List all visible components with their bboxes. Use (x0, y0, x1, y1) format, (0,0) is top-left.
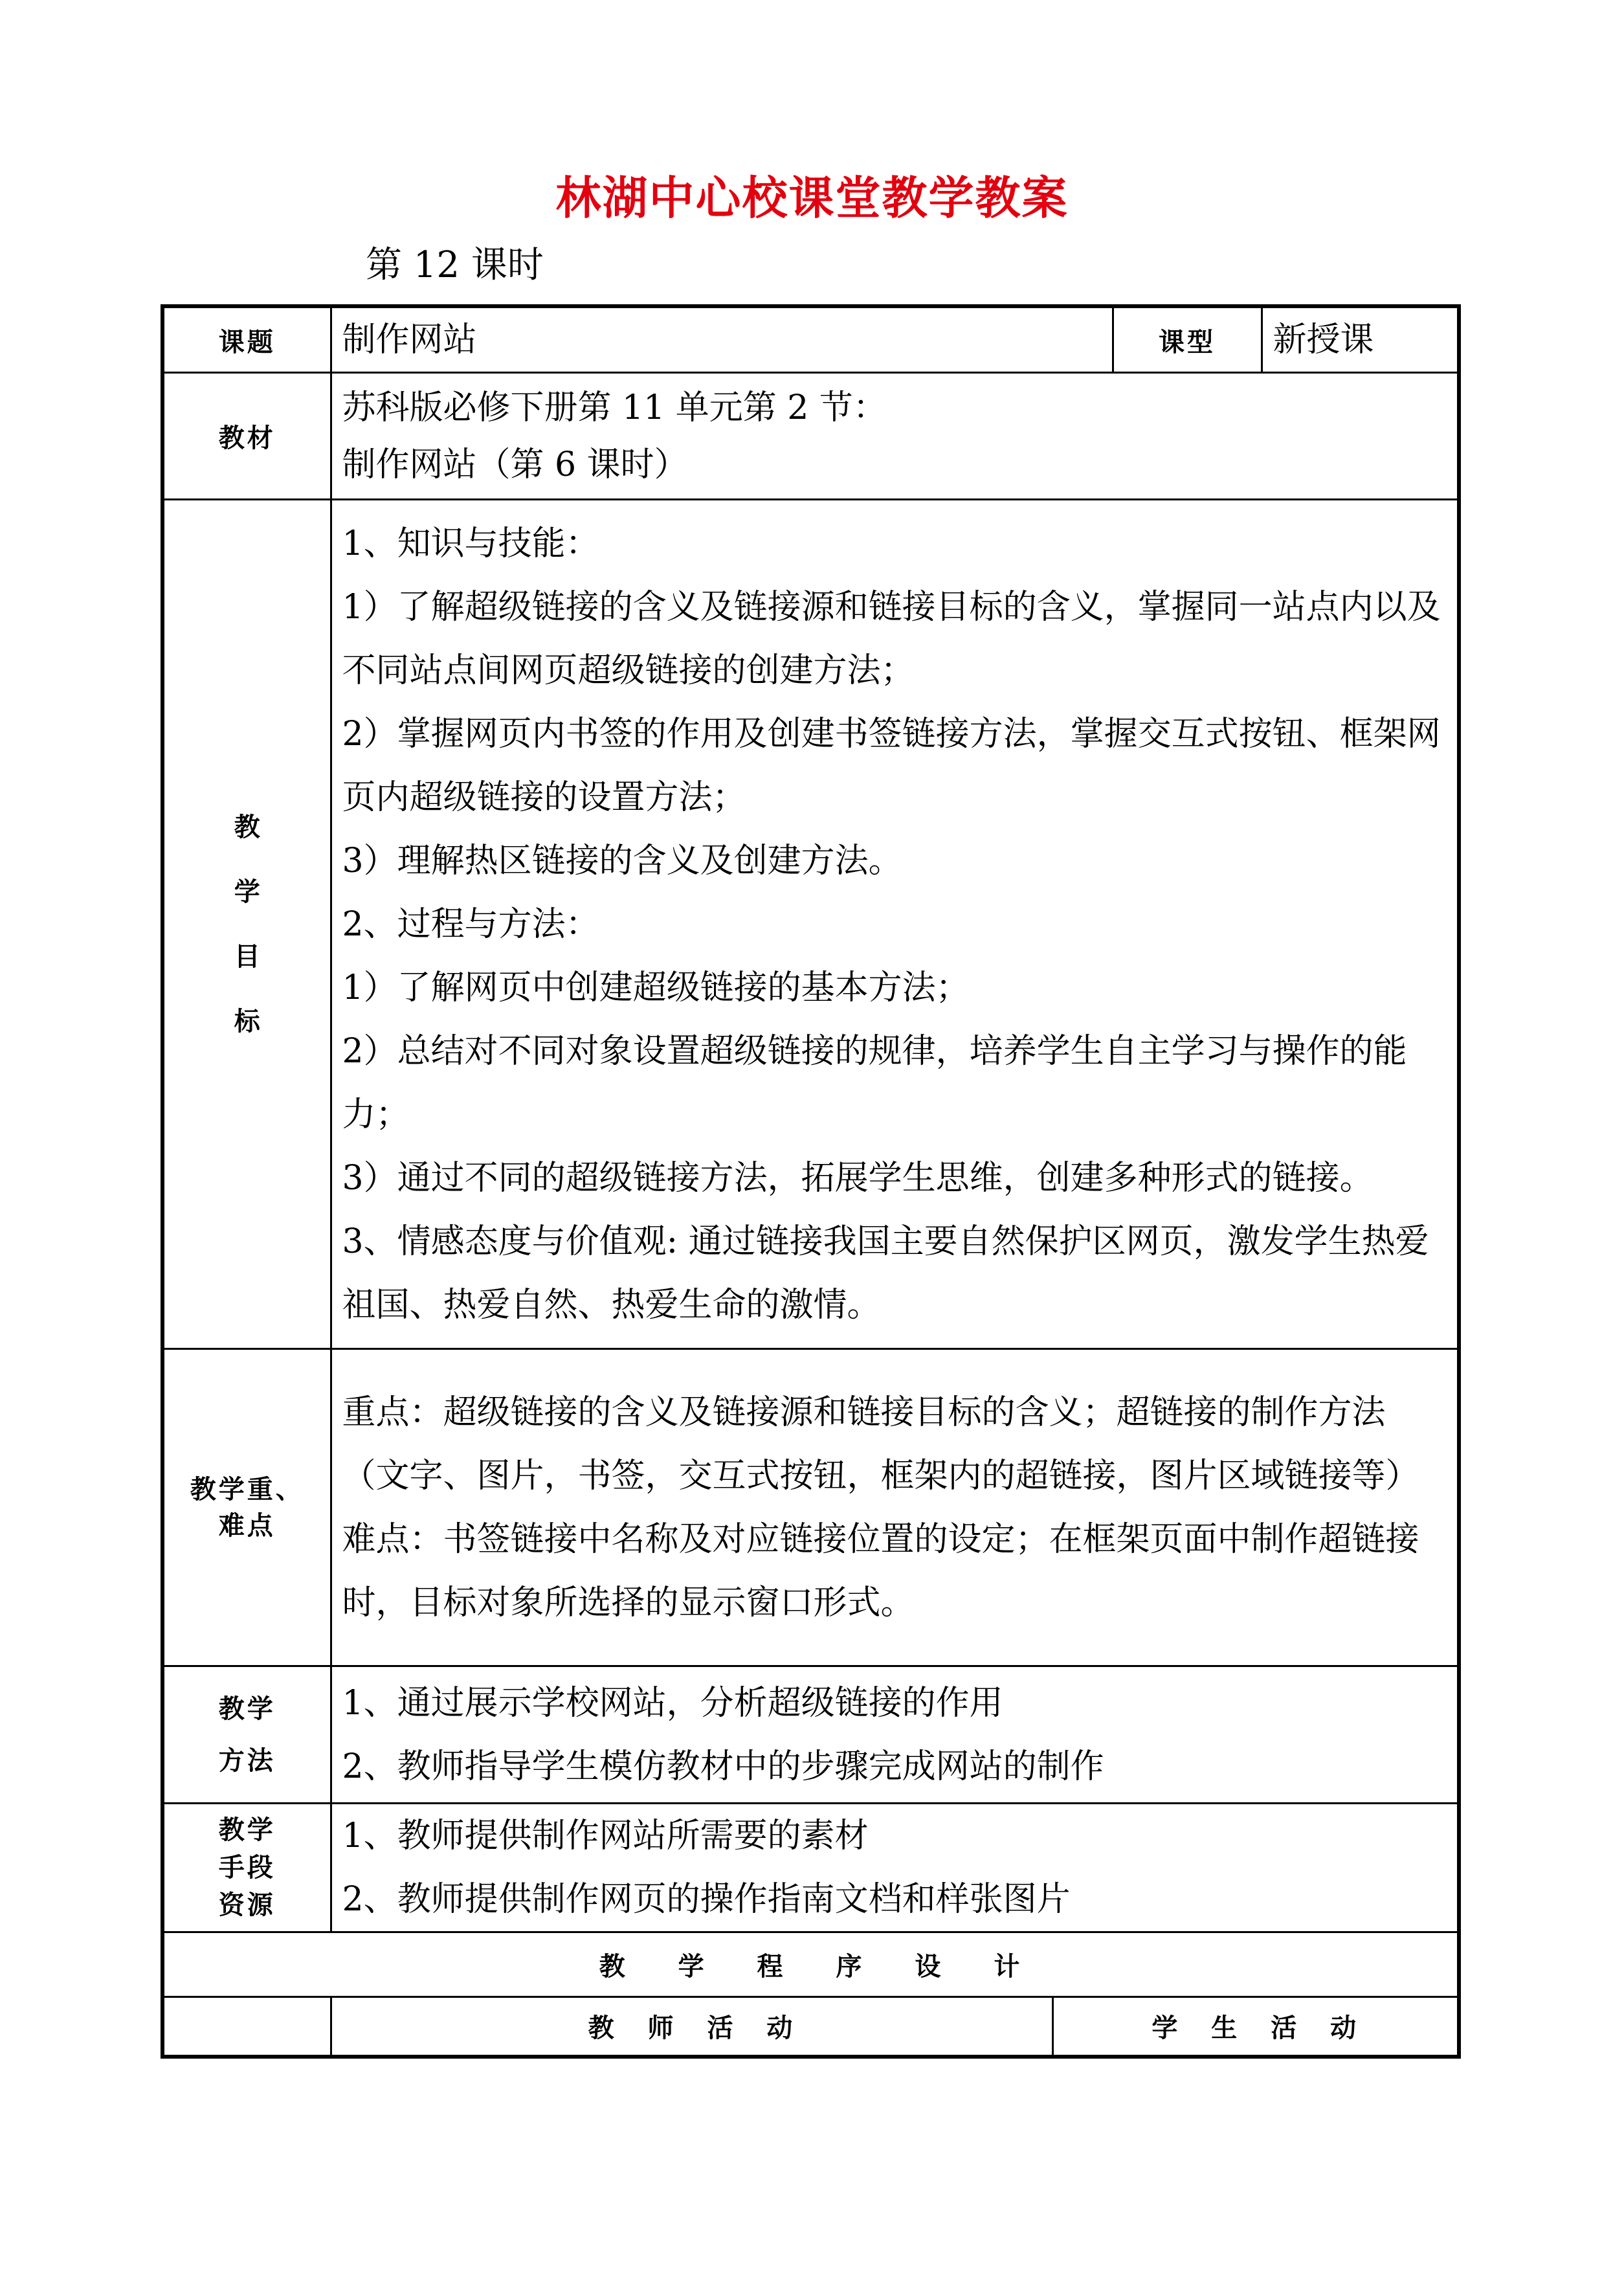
key-points-label-line: 教学重、 (190, 1474, 304, 1504)
material-label: 教材 (162, 373, 331, 500)
row-material (162, 373, 1459, 500)
objectives-content (331, 500, 1459, 1349)
row-objectives (162, 500, 1459, 1349)
method-label-line: 教学 (218, 1694, 276, 1724)
method-label (162, 1666, 331, 1804)
material-line: 制作网站（第 6 课时） (342, 445, 688, 484)
method-line: 1、通过展示学校网站，分析超级链接的作用 (342, 1683, 1003, 1723)
objectives-label-char: 目 (234, 941, 260, 972)
resources-label-line: 教学 (218, 1815, 276, 1845)
resource-line: 1、教师提供制作网站所需要的素材 (342, 1817, 869, 1855)
objective-line: 2）总结对不同对象设置超级链接的规律，培养学生自主学习与操作的能力； (342, 1031, 1407, 1134)
objectives-label-char: 学 (234, 877, 260, 907)
lesson-type-value: 新授课 (1262, 306, 1459, 373)
objective-line: 1、知识与技能： (342, 524, 599, 563)
program-design-header: 教 学 程 序 设 计 (162, 1932, 1459, 1997)
lesson-plan-table (161, 304, 1461, 2059)
method-content (331, 1666, 1459, 1804)
key-points-label (162, 1349, 331, 1666)
document-title: 林湖中心校课堂教学教案 (555, 171, 1069, 225)
method-label-line: 方法 (218, 1745, 276, 1776)
row-resources (162, 1804, 1459, 1932)
resources-label-line: 手段 (218, 1853, 276, 1883)
teacher-activity-header: 教 师 活 动 (331, 1997, 1052, 2057)
objective-line: 2、过程与方法： (342, 904, 599, 944)
objective-line: 1）了解超级链接的含义及链接源和链接目标的含义，掌握同一站点内以及不同站点间网页超级链接的创建方法； (342, 587, 1441, 690)
resource-line: 2、教师提供制作网页的操作指南文档和样张图片 (342, 1880, 1071, 1919)
objective-line: 3）理解热区链接的含义及创建方法。 (342, 841, 902, 880)
resources-label-line: 资源 (218, 1890, 276, 1920)
row-activities-header (162, 1997, 1459, 2057)
objectives-label-char: 教 (234, 812, 260, 842)
objectives-label (162, 500, 331, 1349)
objective-line: 3、情感态度与价值观: 通过链接我国主要自然保护区网页，激发学生热爱祖国、热爱自然、热爱生命的激情。 (342, 1222, 1429, 1325)
objective-line: 1）了解网页中创建超级链接的基本方法； (342, 968, 970, 1007)
lesson-number: 第 12 课时 (366, 244, 544, 286)
key-points-content (331, 1349, 1459, 1666)
material-line: 苏科版必修下册第 11 单元第 2 节： (342, 388, 887, 427)
lesson-type-label: 课型 (1113, 306, 1262, 373)
method-line: 2、教师指导学生模仿教材中的步骤完成网站的制作 (342, 1747, 1104, 1786)
topic-label: 课题 (162, 306, 331, 373)
resources-content (331, 1804, 1459, 1932)
objective-line: 2）掌握网页内书签的作用及创建书签链接方法，掌握交互式按钮、框架网页内超级链接的设置方法； (342, 714, 1441, 817)
topic-value: 制作网站 (331, 306, 1113, 373)
row-key-points (162, 1349, 1459, 1666)
key-points-label-line: 难点 (218, 1510, 276, 1541)
row-topic (162, 306, 1459, 373)
student-activity-header: 学 生 活 动 (1052, 1997, 1459, 2057)
difficult-point-line: 难点：书签链接中名称及对应链接位置的设定；在框架页面中制作超链接时，目标对象所选择的显示窗口形式。 (342, 1519, 1419, 1622)
objectives-label-char: 标 (234, 1006, 260, 1036)
row-design-header (162, 1932, 1459, 1997)
key-point-line: 重点：超级链接的含义及链接源和链接目标的含义；超链接的制作方法（文字、图片，书签，交互式按钮，框架内的超链接，图片区域链接等） (342, 1393, 1419, 1495)
material-content (331, 373, 1459, 500)
resources-label (162, 1804, 331, 1932)
empty-cell (162, 1997, 331, 2057)
objective-line: 3）通过不同的超级链接方法，拓展学生思维，创建多种形式的链接。 (342, 1158, 1374, 1198)
row-method (162, 1666, 1459, 1804)
